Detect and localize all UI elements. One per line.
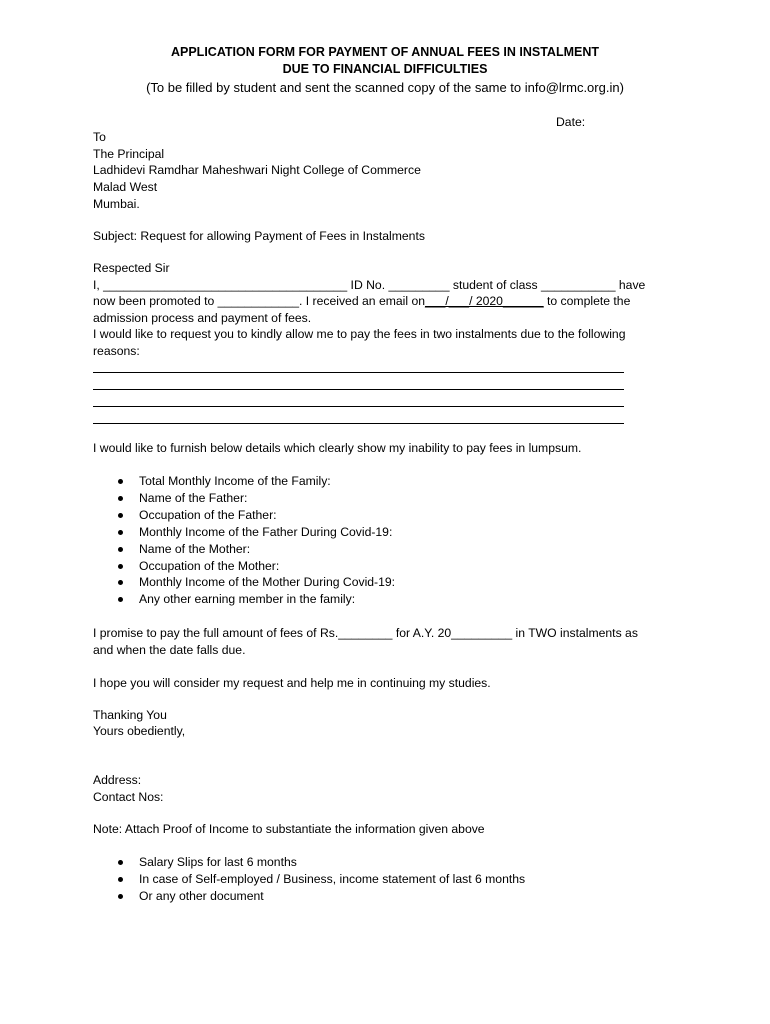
contact-nos-label: Contact Nos: bbox=[93, 790, 164, 804]
admission-line: admission process and payment of fees. bbox=[93, 311, 312, 325]
attachments-list bbox=[118, 854, 525, 905]
bullet-icon bbox=[118, 547, 123, 552]
list-item: Or any other document bbox=[118, 888, 525, 905]
promotion-line bbox=[93, 293, 630, 310]
student-details-line: I, ____________________________________ ID No. _________ student of class ___________ have bbox=[93, 278, 646, 292]
bullet-icon bbox=[118, 530, 123, 535]
income-details-list bbox=[118, 473, 395, 608]
email-date-blank: ___/___/ 2020______ bbox=[425, 294, 544, 308]
furnish-details-line: I would like to furnish below details which clearly show my inability to pay fees in lumpsum. bbox=[93, 441, 582, 455]
subject-line: Subject: Request for allowing Payment of Fees in Instalments bbox=[93, 229, 425, 243]
recipient-city: Mumbai. bbox=[93, 197, 140, 211]
form-instruction: (To be filled by student and sent the scanned copy of the same to info@lrmc.org.in) bbox=[146, 80, 624, 95]
reasons-label: reasons: bbox=[93, 344, 140, 358]
list-item: Monthly Income of the Father During Covid-19: bbox=[118, 524, 395, 541]
list-item: In case of Self-employed / Business, income statement of last 6 months bbox=[118, 871, 525, 888]
date-label: Date: bbox=[556, 115, 586, 129]
bullet-icon bbox=[118, 860, 123, 865]
promotion-text-end: to complete the bbox=[543, 294, 631, 308]
bullet-icon bbox=[118, 513, 123, 518]
salutation: Respected Sir bbox=[93, 261, 170, 275]
recipient-area: Malad West bbox=[93, 180, 158, 194]
promise-line-1: I promise to pay the full amount of fees of Rs.________ for A.Y. 20_________ in TWO instalments as bbox=[93, 626, 638, 640]
form-title-line-2: DUE TO FINANCIAL DIFFICULTIES bbox=[282, 62, 488, 76]
bullet-icon bbox=[118, 877, 123, 882]
reason-blank-line-4 bbox=[93, 423, 624, 424]
reason-blank-line-3 bbox=[93, 406, 624, 407]
form-title-line-1: APPLICATION FORM FOR PAYMENT OF ANNUAL FEES IN INSTALMENT bbox=[170, 45, 599, 59]
bullet-icon bbox=[118, 580, 123, 585]
closing-thanking: Thanking You bbox=[93, 708, 167, 722]
list-item: Occupation of the Mother: bbox=[118, 558, 395, 575]
list-item: Name of the Father: bbox=[118, 490, 395, 507]
reason-blank-line-2 bbox=[93, 389, 624, 390]
list-item: Monthly Income of the Mother During Covid-19: bbox=[118, 574, 395, 591]
list-item: Occupation of the Father: bbox=[118, 507, 395, 524]
address-label: Address: bbox=[93, 773, 142, 787]
bullet-icon bbox=[118, 564, 123, 569]
reason-blank-line-1 bbox=[93, 372, 624, 373]
closing-yours: Yours obediently, bbox=[93, 724, 186, 738]
bullet-icon bbox=[118, 894, 123, 899]
list-item: Any other earning member in the family: bbox=[118, 591, 395, 608]
promotion-text: now been promoted to ____________. I received an email on bbox=[93, 294, 426, 308]
hope-line: I hope you will consider my request and help me in continuing my studies. bbox=[93, 676, 491, 690]
recipient-title: The Principal bbox=[93, 147, 165, 161]
list-item: Salary Slips for last 6 months bbox=[118, 854, 525, 871]
promise-line-2: and when the date falls due. bbox=[93, 643, 246, 657]
bullet-icon bbox=[118, 597, 123, 602]
list-item: Total Monthly Income of the Family: bbox=[118, 473, 395, 490]
bullet-icon bbox=[118, 479, 123, 484]
list-item: Name of the Mother: bbox=[118, 541, 395, 558]
bullet-icon bbox=[118, 496, 123, 501]
recipient-to: To bbox=[93, 130, 106, 144]
note-line: Note: Attach Proof of Income to substantiate the information given above bbox=[93, 822, 485, 836]
request-line: I would like to request you to kindly allow me to pay the fees in two instalments due to the following bbox=[93, 327, 626, 341]
recipient-college: Ladhidevi Ramdhar Maheshwari Night College of Commerce bbox=[93, 163, 421, 177]
